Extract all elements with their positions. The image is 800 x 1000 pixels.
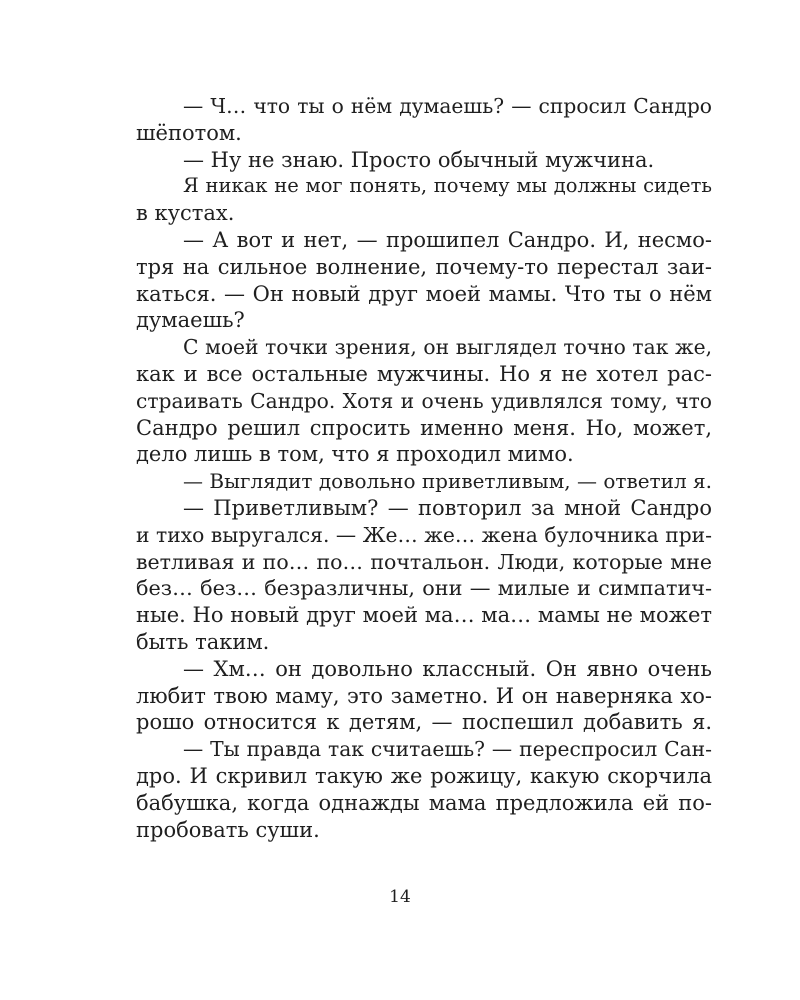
text-line: дело лишь в том, что я проходил мимо. — [136, 442, 574, 467]
text-line: страивать Сандро. Хотя и очень удивлялся тому, что — [136, 388, 712, 413]
text-line: пробовать суши. — [136, 817, 320, 842]
text-line: — Ч… что ты о нём думаешь? — спросил Сандро — [183, 94, 712, 118]
text-line: дро. И скривил такую же рожицу, какую скорчила — [136, 763, 712, 788]
text-line: быть таким. — [136, 629, 270, 654]
text-line: бабушка, когда однажды мама предложила ей по- — [136, 790, 712, 815]
text-line: Я никак не мог понять, почему мы должны сидеть — [183, 174, 712, 198]
text-line: — А вот и нет, — прошипел Сандро. И, несмо- — [183, 227, 712, 252]
text-line: как и все остальные мужчины. Но я не хотел рас- — [136, 361, 712, 386]
text-line: — Ты правда так считаешь? — переспросил Сан- — [183, 737, 712, 762]
text-line: каться. — Он новый друг моей мамы. Что ты о нём — [136, 281, 712, 306]
text-line: рошо относится к детям, — поспешил добавить я. — [136, 710, 712, 735]
text-line: ветливая и по… по… почтальон. Люди, которые мне — [136, 549, 712, 574]
body-text — [136, 93, 712, 843]
text-line: шёпотом. — [136, 120, 242, 145]
text-line: тря на сильное волнение, почему-то перестал заи- — [136, 254, 712, 279]
text-line: думаешь? — [136, 308, 245, 333]
text-line: любит твою маму, это заметно. И он наверняка хо- — [136, 683, 712, 708]
text-line: — Хм… он довольно классный. Он явно очень — [183, 656, 712, 681]
text-line: ные. Но новый друг моей ма… ма… мамы не может — [136, 603, 712, 628]
page-number: 14 — [389, 887, 411, 907]
text-line: — Приветливым? — повторил за мной Сандро — [183, 495, 712, 520]
text-line: — Выглядит довольно приветливым, — ответил я. — [183, 469, 712, 494]
text-line: — Ну не знаю. Просто обычный мужчина. — [183, 147, 655, 172]
text-line: С моей точки зрения, он выглядел точно так же, — [183, 335, 712, 360]
text-line: Сандро решил спросить именно меня. Но, может, — [136, 415, 712, 440]
text-line: без… без… безразличны, они — милые и симпатич- — [136, 576, 712, 601]
text-line: и тихо выругался. — Же… же… жена булочника при- — [136, 522, 712, 547]
text-line: в кустах. — [136, 201, 235, 226]
